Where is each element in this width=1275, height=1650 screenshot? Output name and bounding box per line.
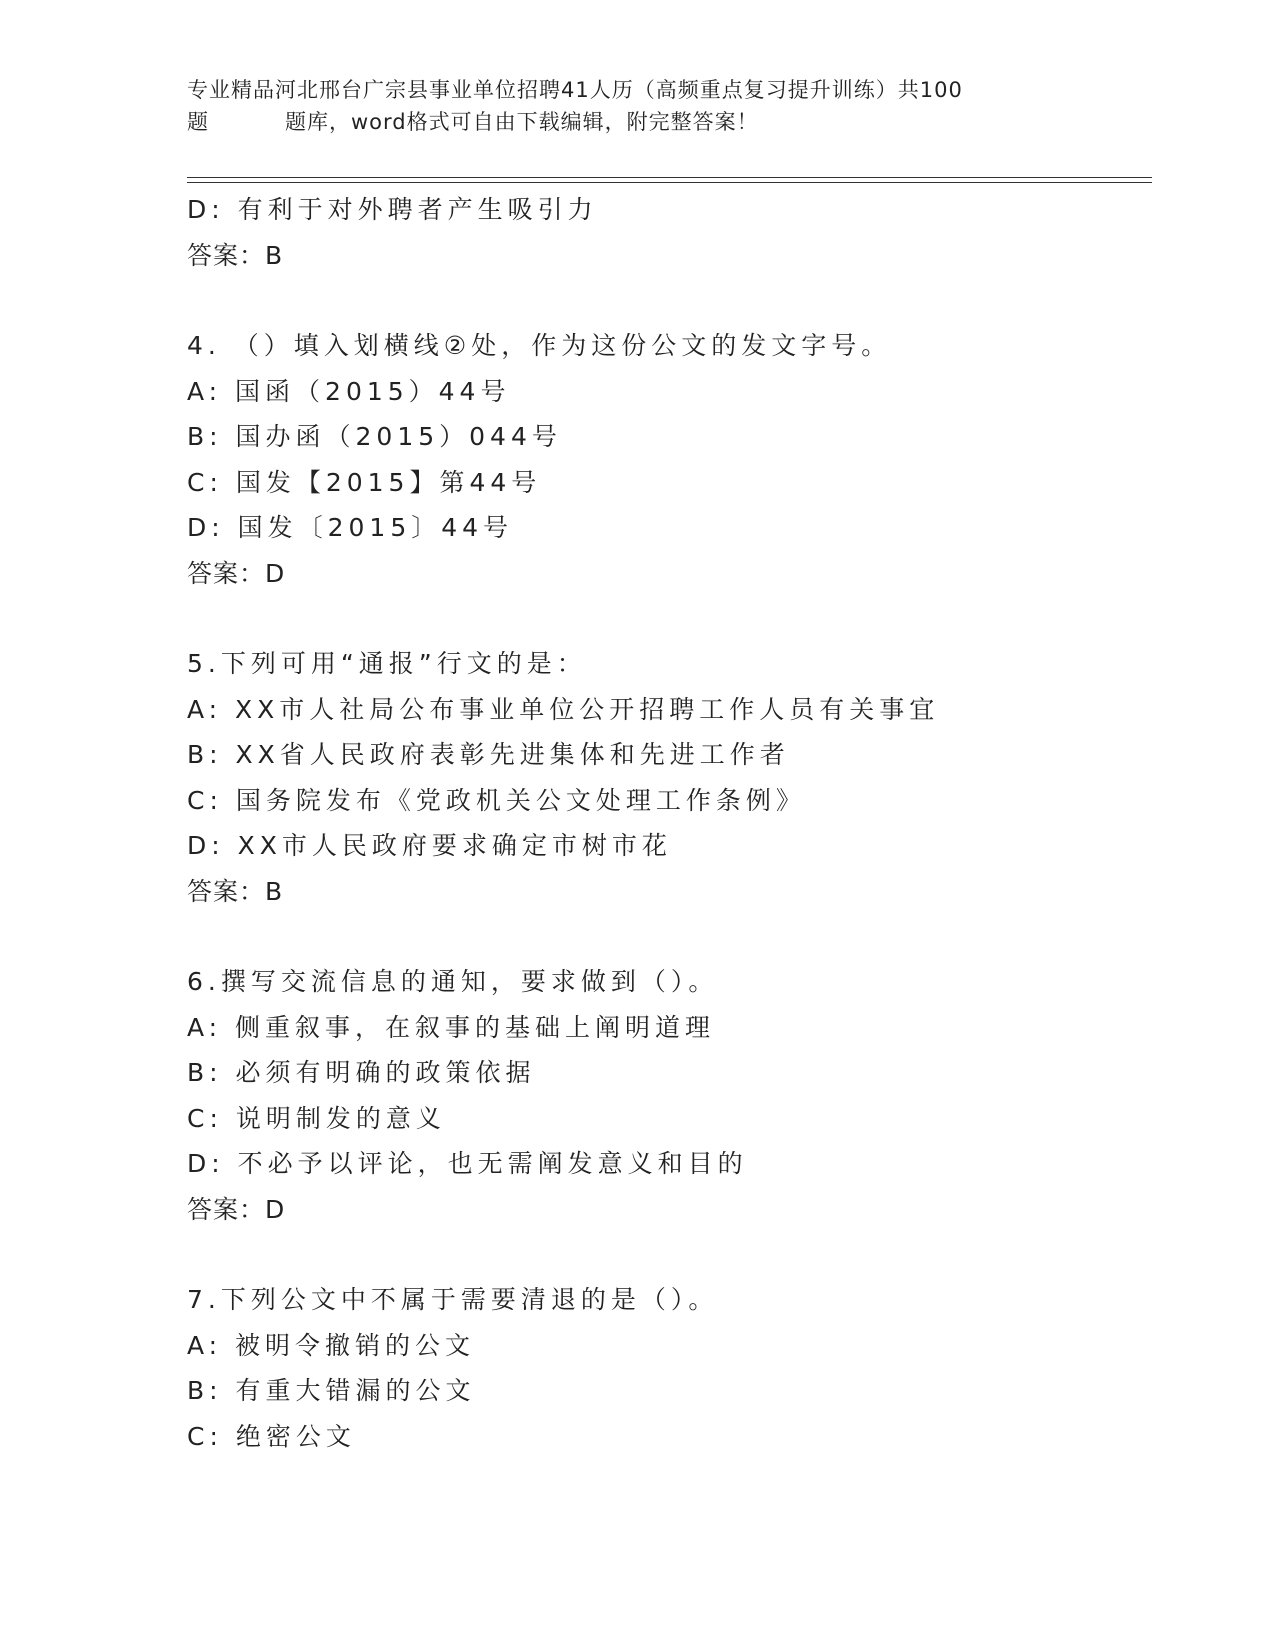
spacer (187, 278, 1147, 323)
option-a: A: 国函（2015）44号 (187, 376, 511, 406)
question-block-5 (187, 641, 1147, 914)
header-divider-bottom (187, 182, 1152, 183)
option-a: A: XX市人社局公布事业单位公开招聘工作人员有关事宜 (187, 694, 940, 724)
option-b: B: 有重大错漏的公文 (187, 1376, 476, 1405)
answer-line: 答案：D (187, 558, 286, 588)
question-text: 4. （）填入划横线②处，作为这份公文的发文字号。 (187, 331, 892, 360)
question-block-6 (187, 959, 1147, 1232)
option-a: A: 侧重叙事，在叙事的基础上阐明道理 (187, 1012, 716, 1042)
header-subtitle-right: 题库，word格式可自由下载编辑，附完整答案！ (285, 110, 759, 134)
option-d: D: 国发〔2015〕44号 (187, 513, 514, 542)
option-c: C: 国发【2015】第44号 (187, 467, 542, 497)
header-divider-top (187, 177, 1152, 178)
answer-line: 答案：D (187, 1194, 286, 1224)
question-text: 6.撰写交流信息的通知，要求做到（）。 (187, 967, 719, 996)
option-b: B: XX省人民政府表彰先进集体和先进工作者 (187, 740, 790, 769)
header-subtitle-line (187, 106, 1087, 138)
option-b: B: 国办函（2015）044号 (187, 422, 562, 451)
spacer (187, 914, 1147, 959)
option-a: A: 被明令撤销的公文 (187, 1330, 476, 1360)
document-body (187, 187, 1147, 1459)
option-d: D: 不必予以评论，也无需阐发意义和目的 (187, 1149, 748, 1178)
option-c: C: 国务院发布《党政机关公文处理工作条例》 (187, 785, 806, 815)
question-block-7 (187, 1277, 1147, 1459)
document-header (187, 74, 1087, 138)
header-title-line: 专业精品河北邢台广宗县事业单位招聘41人历（高频重点复习提升训练）共100 (187, 78, 963, 102)
question-text: 5.下列可用“通报”行文的是： (187, 649, 587, 678)
question-text: 7.下列公文中不属于需要清退的是（）。 (187, 1285, 719, 1314)
option-d: D: XX市人民政府要求确定市树市花 (187, 831, 672, 860)
spacer (187, 596, 1147, 641)
option-b: B: 必须有明确的政策依据 (187, 1058, 536, 1087)
question-block-3 (187, 187, 1147, 278)
header-subtitle-left: 题 (187, 110, 209, 134)
option-c: C: 绝密公文 (187, 1421, 356, 1451)
question-block-4 (187, 323, 1147, 596)
answer-line: 答案：B (187, 876, 284, 906)
spacer (187, 1232, 1147, 1277)
option-d: D: 有利于对外聘者产生吸引力 (187, 195, 598, 224)
answer-line: 答案：B (187, 240, 284, 270)
option-c: C: 说明制发的意义 (187, 1103, 446, 1133)
